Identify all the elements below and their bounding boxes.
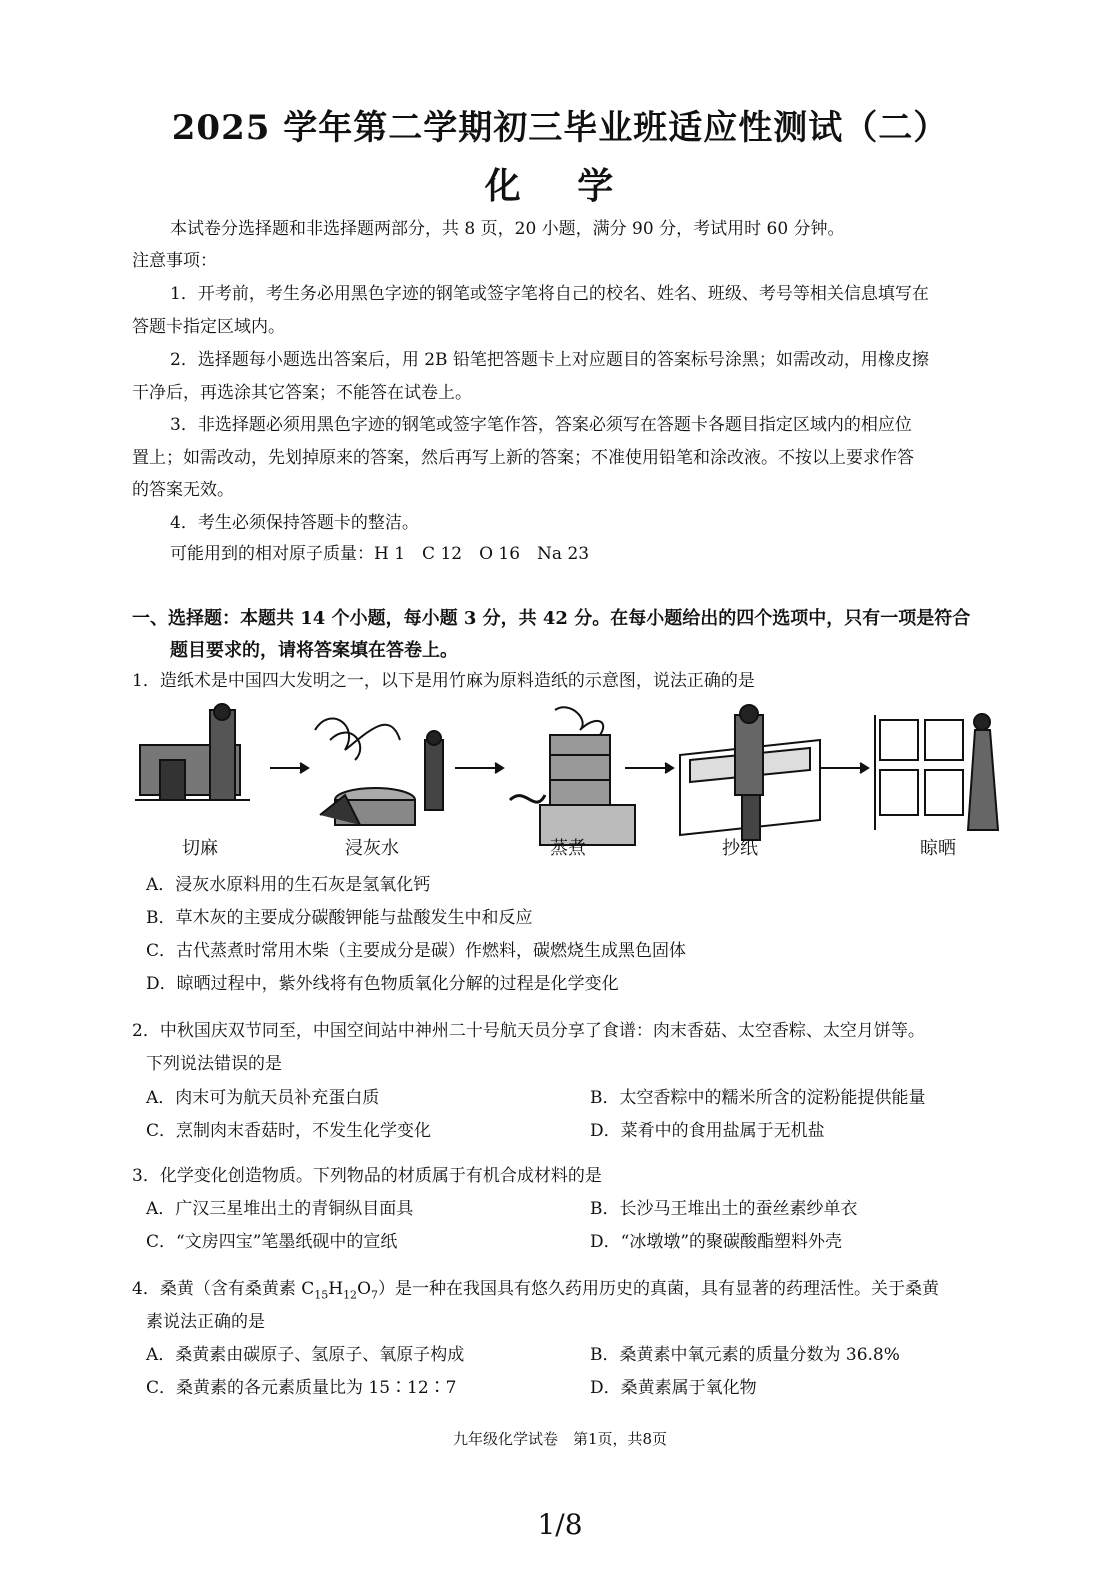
note-1-line2: 答题卡指定区域内。	[132, 317, 285, 337]
page-number: 1/8	[537, 1508, 583, 1541]
q4-stem-line2: 素说法正确的是	[146, 1312, 265, 1332]
note-3-line3: 的答案无效。	[132, 480, 234, 500]
cutting-hemp-illustration	[135, 704, 250, 800]
step-label-2: 浸灰水	[345, 838, 399, 859]
drying-illustration	[875, 714, 998, 830]
notice-label: 注意事项：	[132, 251, 217, 271]
note-2-line2: 干净后，再选涂其它答案；不能答在试卷上。	[132, 383, 472, 403]
q1-stem: 1．造纸术是中国四大发明之一，以下是用竹麻为原料造纸的示意图，说法正确的是	[132, 671, 755, 691]
q4-stem-suffix: ）是一种在我国具有悠久药用历史的真菌，具有显著的药理活性。关于桑黄	[378, 1279, 939, 1299]
q3-stem: 3．化学变化创造物质。下列物品的材质属于有机合成材料的是	[132, 1166, 602, 1186]
q2-stem-line1: 2．中秋国庆双节同至，中国空间站中神州二十号航天员分享了食谱：肉末香菇、太空香粽、太空月饼等。	[132, 1021, 925, 1041]
section-1-heading-cont: 题目要求的，请将答案填在答卷上。	[170, 640, 458, 661]
formula-h: H	[328, 1279, 344, 1299]
q1-option-b: B．草木灰的主要成分碳酸钾能与盐酸发生中和反应	[146, 908, 533, 928]
note-3-line2: 置上；如需改动，先划掉原来的答案，然后再写上新的答案；不准使用铅笔和涂改液。不按以上要求作答	[132, 448, 914, 468]
q2-option-a: A．肉末可为航天员补充蛋白质	[146, 1088, 380, 1108]
q2-option-d: D．菜肴中的食用盐属于无机盐	[590, 1121, 825, 1141]
note-2-line1: 2．选择题每小题选出答案后，用 2B 铅笔把答题卡上对应题目的答案标号涂黑；如需改动，用橡皮擦	[170, 350, 929, 370]
q1-option-a: A．浸灰水原料用的生石灰是氢氧化钙	[146, 875, 431, 895]
q3-option-c: C．“文房四宝”笔墨纸砚中的宣纸	[146, 1232, 398, 1252]
soaking-lime-water-illustration	[315, 719, 443, 825]
step-label-5: 晾晒	[920, 838, 956, 859]
exam-intro: 本试卷分选择题和非选择题两部分，共 8 页，20 小题，满分 90 分，考试用时 60 分钟。	[170, 219, 845, 239]
formula-subscript-c: 15	[314, 1288, 329, 1302]
formula-o: O	[357, 1279, 371, 1299]
q3-option-a: A．广汉三星堆出土的青铜纵目面具	[146, 1199, 414, 1219]
step-label-1: 切麻	[182, 838, 218, 859]
steaming-illustration	[510, 707, 635, 845]
atomic-mass: 可能用到的相对原子质量：H 1 C 12 O 16 Na 23	[170, 544, 590, 564]
q3-option-d: D．“冰墩墩”的聚碳酸酯塑料外壳	[590, 1232, 843, 1252]
q4-option-d: D．桑黄素属于氧化物	[590, 1378, 757, 1398]
q2-option-b: B．太空香粽中的糯米所含的淀粉能提供能量	[590, 1088, 926, 1108]
q4-option-a: A．桑黄素由碳原子、氢原子、氧原子构成	[146, 1345, 465, 1365]
q4-stem-line1	[132, 1278, 939, 1306]
subject-title: 化 学	[484, 165, 636, 207]
exam-title: 2025 学年第二学期初三毕业班适应性测试（二）	[171, 108, 949, 148]
step-label-4: 抄纸	[722, 838, 758, 859]
q4-stem-prefix: 4．桑黄（含有桑黄素 C	[132, 1279, 315, 1299]
q1-option-c: C．古代蒸煮时常用木柴（主要成分是碳）作燃料，碳燃烧生成黑色固体	[146, 941, 687, 961]
page-footer: 九年级化学试卷 第1页，共8页	[452, 1430, 668, 1448]
note-1-line1: 1．开考前，考生务必用黑色字迹的钢笔或签字笔将自己的校名、姓名、班级、考号等相关信息填写在	[170, 284, 929, 304]
q1-option-d: D．晾晒过程中，紫外线将有色物质氧化分解的过程是化学变化	[146, 974, 619, 994]
formula-subscript-h: 12	[343, 1288, 358, 1302]
q3-option-b: B．长沙马王堆出土的蚕丝素纱单衣	[590, 1199, 858, 1219]
step-label-3: 蒸煮	[550, 838, 586, 859]
q2-stem-line2: 下列说法错误的是	[146, 1054, 282, 1074]
note-4: 4．考生必须保持答题卡的整洁。	[170, 513, 419, 533]
q2-option-c: C．烹制肉末香菇时，不发生化学变化	[146, 1121, 432, 1141]
papermaking-vat-illustration	[680, 705, 820, 840]
q4-option-c: C．桑黄素的各元素质量比为 15∶12∶7	[146, 1378, 457, 1398]
note-3-line1: 3．非选择题必须用黑色字迹的钢笔或签字笔作答，答案必须写在答题卡各题目指定区域内的相应位	[170, 415, 912, 435]
section-1-heading: 一、选择题：本题共 14 个小题，每小题 3 分，共 42 分。在每小题给出的四个选项中，只有一项是符合	[132, 608, 971, 629]
q4-option-b: B．桑黄素中氧元素的质量分数为 36.8%	[590, 1345, 900, 1365]
formula-subscript-o: 7	[371, 1288, 378, 1302]
